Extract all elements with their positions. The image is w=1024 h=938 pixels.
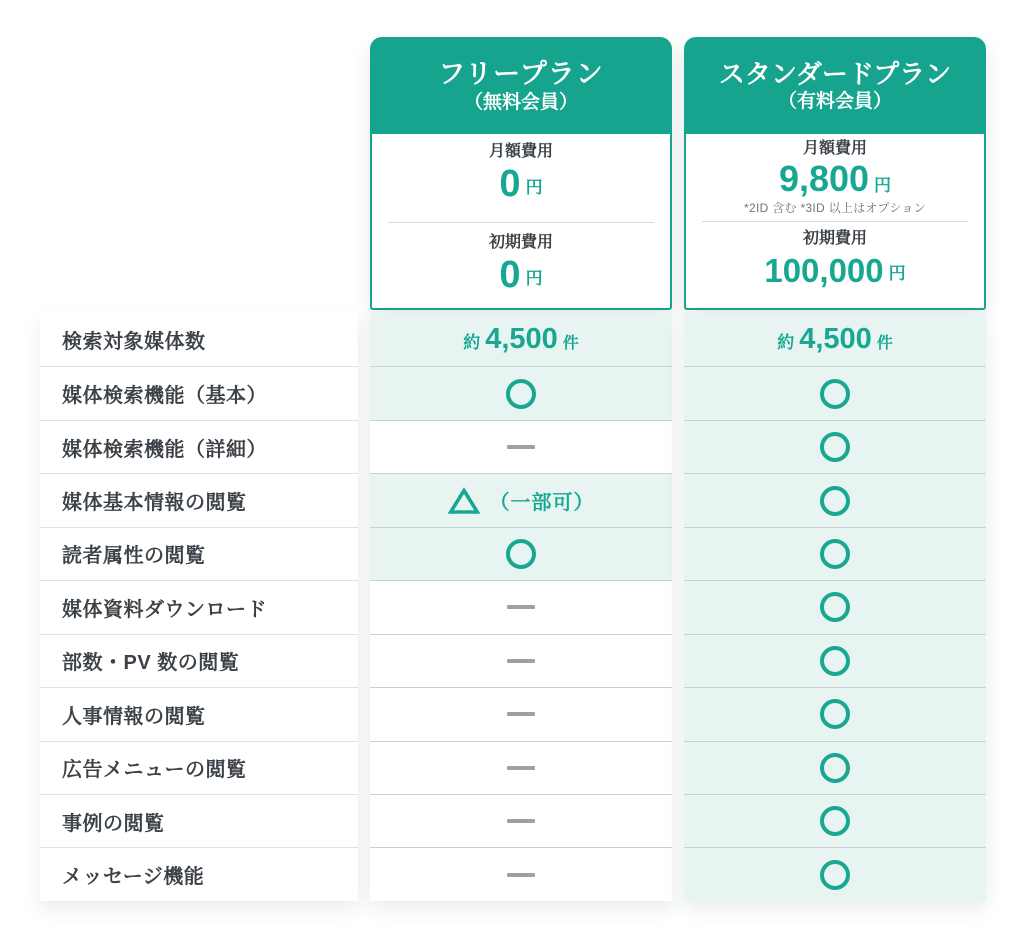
feature-label: 読者属性の閲覧 xyxy=(40,527,358,580)
plan-card-standard-header xyxy=(684,37,986,134)
plan-value-cell xyxy=(684,741,986,794)
plan-card-standard-pricing xyxy=(684,134,986,310)
plan-value-cell xyxy=(370,420,672,473)
price-divider xyxy=(388,222,654,223)
plan-value-cell xyxy=(370,527,672,580)
plan-value-cell xyxy=(370,687,672,740)
available-circle-icon xyxy=(506,539,536,569)
plan-value-cell xyxy=(370,473,672,526)
monthly-fee-note: *2ID 含む *3ID 以上はオプション xyxy=(744,201,926,215)
plan-value-cell xyxy=(684,313,986,366)
plan-value-cell xyxy=(370,794,672,847)
feature-label: 媒体検索機能（基本） xyxy=(40,366,358,419)
partial-availability xyxy=(448,486,595,515)
available-circle-icon xyxy=(820,860,850,890)
available-circle-icon xyxy=(820,646,850,676)
unavailable-dash-icon xyxy=(507,712,535,716)
plan-value-cell xyxy=(684,580,986,633)
plan-subtitle: （無料会員） xyxy=(463,91,578,113)
monthly-fee-label: 月額費用 xyxy=(802,140,867,157)
plan-value-cell xyxy=(370,741,672,794)
feature-label: 媒体検索機能（詳細） xyxy=(40,420,358,473)
monthly-fee-value: 0 xyxy=(499,163,521,206)
price-divider xyxy=(702,221,968,222)
unavailable-dash-icon xyxy=(507,873,535,877)
plan-value-cell xyxy=(684,634,986,687)
media-count xyxy=(463,323,579,356)
count-value: 4,500 xyxy=(485,323,558,356)
available-circle-icon xyxy=(820,592,850,622)
available-circle-icon xyxy=(820,699,850,729)
available-circle-icon xyxy=(506,379,536,409)
plan-name: スタンダードプラン xyxy=(718,59,952,90)
feature-label: 広告メニューの閲覧 xyxy=(40,741,358,794)
count-prefix: 約 xyxy=(777,333,795,353)
plan-value-cell xyxy=(370,313,672,366)
plan-value-cell xyxy=(684,473,986,526)
plan-value-cell xyxy=(684,687,986,740)
plan-name: フリープラン xyxy=(438,58,604,89)
monthly-fee-unit: 円 xyxy=(525,177,543,197)
standard-plan-value-column xyxy=(684,313,986,901)
plan-value-cell xyxy=(370,634,672,687)
unavailable-dash-icon xyxy=(507,766,535,770)
partial-availability-note: （一部可） xyxy=(489,492,595,515)
media-count xyxy=(777,323,893,356)
plan-value-cell xyxy=(684,847,986,900)
feature-label: 事例の閲覧 xyxy=(40,794,358,847)
available-circle-icon xyxy=(820,806,850,836)
count-suffix: 件 xyxy=(562,335,579,353)
plan-value-cell xyxy=(684,420,986,473)
initial-fee-label: 初期費用 xyxy=(488,234,553,251)
available-circle-icon xyxy=(820,539,850,569)
plan-value-cell xyxy=(370,366,672,419)
plan-value-cell xyxy=(370,847,672,900)
unavailable-dash-icon xyxy=(507,605,535,609)
initial-fee-label: 初期費用 xyxy=(802,230,867,247)
plan-card-free-pricing xyxy=(370,134,672,310)
plan-value-cell xyxy=(684,527,986,580)
initial-fee-price xyxy=(499,254,542,298)
count-prefix: 約 xyxy=(463,333,481,353)
unavailable-dash-icon xyxy=(507,659,535,663)
monthly-fee-price xyxy=(499,163,542,207)
monthly-fee-value: 9,800 xyxy=(778,158,870,199)
available-circle-icon xyxy=(820,379,850,409)
plan-subtitle: （有料会員） xyxy=(777,91,892,113)
monthly-fee-price xyxy=(779,160,891,200)
unavailable-dash-icon xyxy=(507,445,535,449)
initial-fee-value: 100,000 xyxy=(764,251,884,289)
plan-card-standard xyxy=(684,37,986,310)
count-value: 4,500 xyxy=(799,323,872,356)
available-circle-icon xyxy=(820,486,850,516)
plan-card-free-header xyxy=(370,37,672,134)
initial-fee-unit: 円 xyxy=(888,263,906,283)
monthly-fee-unit: 円 xyxy=(874,176,892,195)
feature-label-column xyxy=(40,313,358,901)
count-suffix: 件 xyxy=(876,335,893,353)
monthly-fee-label: 月額費用 xyxy=(488,143,553,160)
plan-value-cell xyxy=(370,580,672,633)
partial-triangle-icon xyxy=(448,487,480,515)
free-plan-value-column xyxy=(370,313,672,901)
unavailable-dash-icon xyxy=(507,819,535,823)
feature-label: 部数・PV 数の閲覧 xyxy=(40,634,358,687)
plan-value-cell xyxy=(684,366,986,419)
initial-fee-price xyxy=(764,250,905,292)
feature-label: 媒体基本情報の閲覧 xyxy=(40,473,358,526)
feature-label: 媒体資料ダウンロード xyxy=(40,580,358,633)
plan-card-free xyxy=(370,37,672,310)
initial-fee-value: 0 xyxy=(499,254,521,297)
plan-value-cell xyxy=(684,794,986,847)
feature-label: 検索対象媒体数 xyxy=(40,313,358,366)
feature-label: メッセージ機能 xyxy=(40,847,358,900)
available-circle-icon xyxy=(820,753,850,783)
initial-fee-unit: 円 xyxy=(525,268,543,288)
feature-label: 人事情報の閲覧 xyxy=(40,687,358,740)
available-circle-icon xyxy=(820,432,850,462)
